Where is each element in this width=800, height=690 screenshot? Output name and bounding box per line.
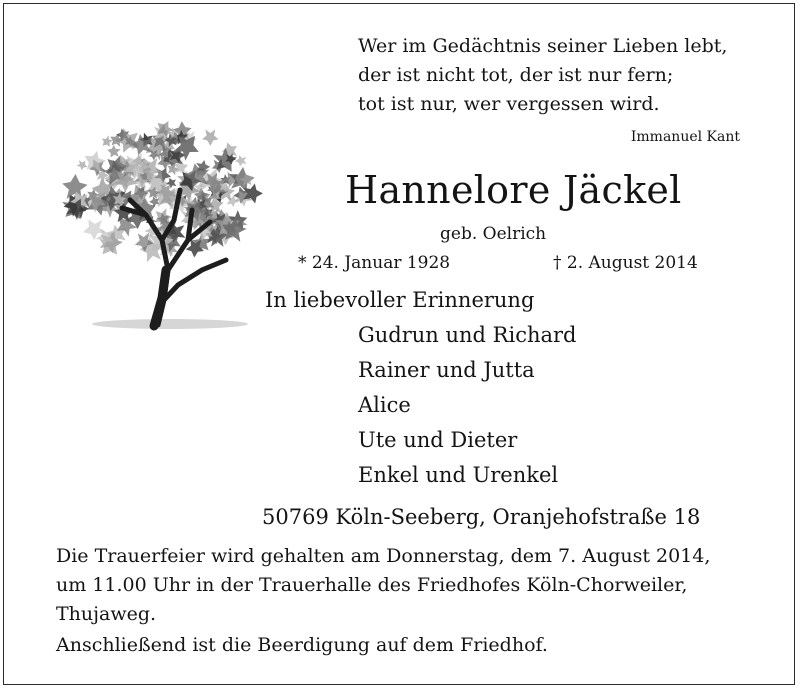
quote-line-3: tot ist nur, wer vergessen wird. xyxy=(358,93,660,115)
mourner-4: Ute und Dieter xyxy=(358,428,518,452)
quote-author: Immanuel Kant xyxy=(630,129,740,145)
service-line-1: Die Trauerfeier wird gehalten am Donnerstag, dem 7. August 2014, xyxy=(56,545,711,567)
death-date: † 2. August 2014 xyxy=(553,253,698,273)
mourner-5: Enkel und Urenkel xyxy=(358,463,559,487)
address: 50769 Köln-Seeberg, Oranjehofstraße 18 xyxy=(262,505,701,529)
quote-line-1: Wer im Gedächtnis seiner Lieben lebt, xyxy=(358,35,728,57)
mourner-2: Rainer und Jutta xyxy=(358,358,535,382)
tree-leaf xyxy=(76,158,89,171)
service-line-4: Anschließend ist die Beerdigung auf dem Friedhof. xyxy=(56,634,548,656)
tree-leaf xyxy=(235,155,247,167)
service-line-2: um 11.00 Uhr in der Trauerhalle des Friedhofes Köln-Chorweiler, xyxy=(56,574,688,596)
deceased-name: Hannelore Jäckel xyxy=(345,168,682,212)
mourner-3: Alice xyxy=(358,393,411,417)
service-line-3: Thujaweg. xyxy=(56,603,157,625)
mourner-1: Gudrun und Richard xyxy=(358,323,577,347)
remembrance-intro: In liebevoller Erinnerung xyxy=(265,288,535,312)
maiden-name: geb. Oelrich xyxy=(440,224,547,244)
tree-leaf xyxy=(99,134,115,150)
tree-leaf xyxy=(202,129,218,145)
birth-date: * 24. Januar 1928 xyxy=(298,253,451,273)
quote-line-2: der ist nicht tot, der ist nur fern; xyxy=(358,64,674,86)
leafy-tree-icon xyxy=(50,110,270,340)
